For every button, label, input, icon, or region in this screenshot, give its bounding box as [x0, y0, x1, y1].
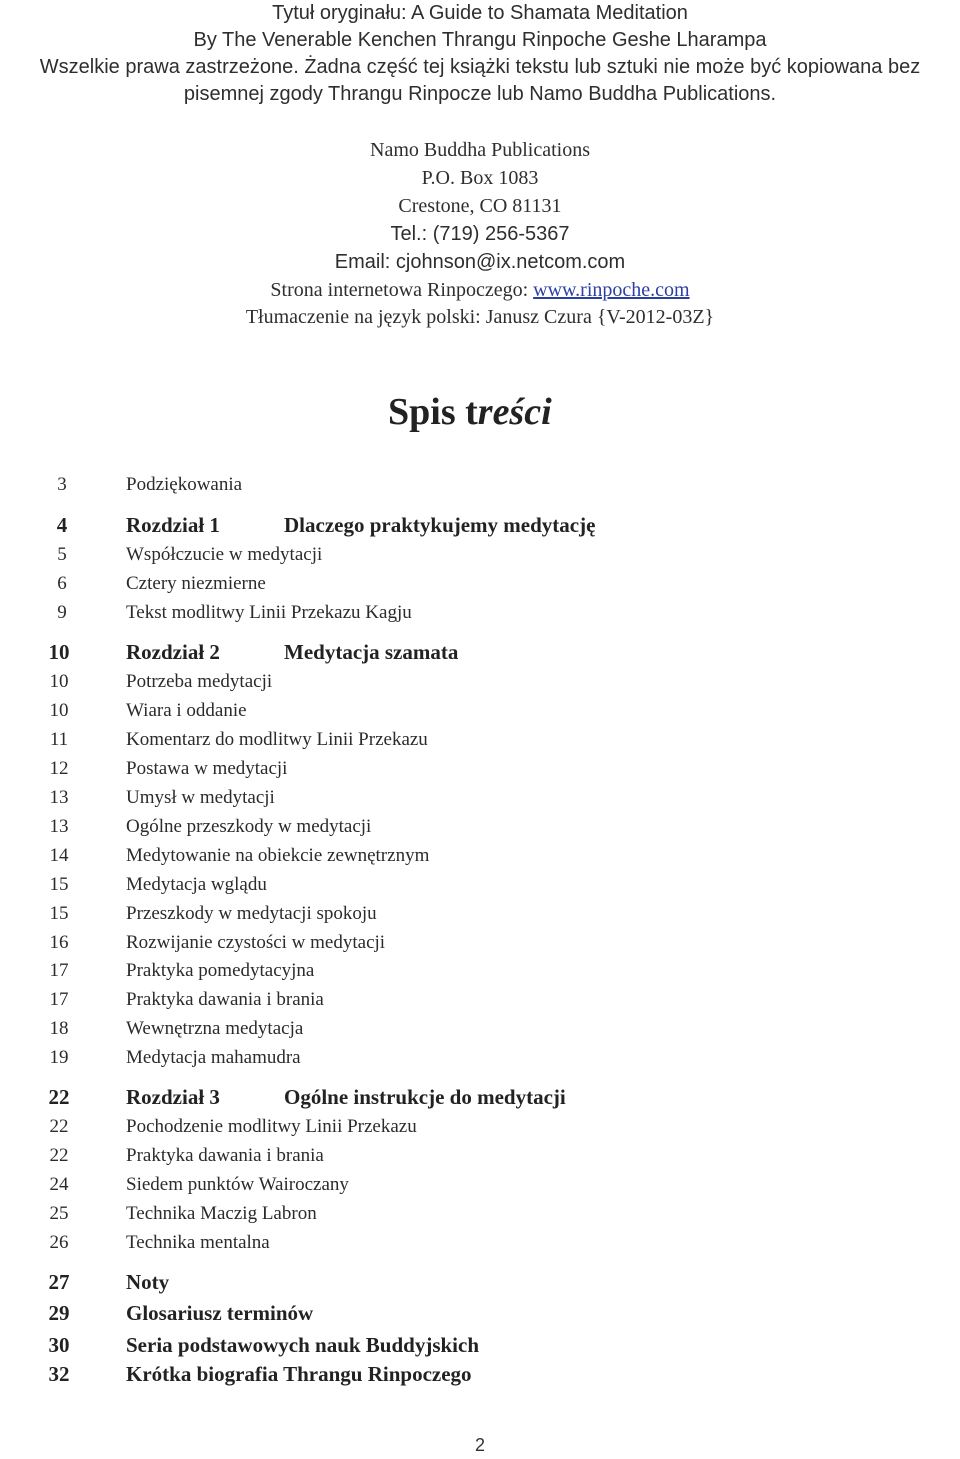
toc-entry-title: Wiara i oddanie [126, 700, 247, 721]
publisher-city: Crestone, CO 81131 [398, 195, 562, 217]
toc-page-number: 5 [57, 544, 67, 565]
toc-page-number: 22 [49, 1116, 69, 1137]
toc-entry [0, 1360, 900, 1388]
toc-page-number: 22 [48, 1085, 70, 1109]
toc-page-number: 17 [49, 960, 69, 981]
toc-chapter-title: Ogólne instrukcje do medytacji [284, 1085, 566, 1109]
toc-entry-title: Tekst modlitwy Linii Przekazu Kagju [126, 602, 412, 623]
toc-page-number: 30 [48, 1333, 70, 1357]
toc-entry [0, 929, 900, 957]
toc-entry [0, 697, 900, 725]
toc-page-number: 13 [49, 787, 69, 808]
toc-entry [0, 1083, 900, 1111]
toc-entry-title: Ogólne przeszkody w medytacji [126, 816, 372, 837]
toc-page-number: 27 [48, 1270, 70, 1294]
original-title: Tytuł oryginału: A Guide to Shamata Meditation [272, 2, 688, 24]
toc-entry-title: Medytacja mahamudra [126, 1047, 301, 1068]
publisher-box: P.O. Box 1083 [421, 167, 539, 189]
toc-entry [0, 900, 900, 928]
toc-entry [0, 1331, 900, 1359]
toc-chapter-title: Medytacja szamata [284, 640, 459, 664]
toc-entry-title: Medytacja wglądu [126, 874, 267, 895]
toc-entry [0, 1142, 900, 1170]
translation-credit: Tłumaczenie na język polski: Janusz Czura {V-2012-03Z} [245, 306, 715, 328]
toc-entry-title: Umysł w medytacji [126, 787, 275, 808]
toc-entry [0, 1268, 900, 1296]
toc-page-number: 12 [49, 758, 69, 779]
toc-page-number: 29 [48, 1301, 70, 1325]
toc-page-number: 26 [49, 1232, 69, 1253]
toc-page-number: 19 [49, 1047, 69, 1068]
toc-title-italic: reści [477, 391, 552, 433]
toc-entry [0, 842, 900, 870]
toc-page-number: 25 [49, 1203, 69, 1224]
publisher-name: Namo Buddha Publications [370, 139, 590, 161]
copyright-line-2: pisemnej zgody Thrangu Rinpocze lub Namo Buddha Publications. [183, 83, 777, 105]
toc-entry-title: Seria podstawowych nauk Buddyjskich [126, 1333, 480, 1357]
toc-entry [0, 1171, 900, 1199]
toc-entry [0, 986, 900, 1014]
toc-entry-title: Krótka biografia Thrangu Rinpoczego [126, 1362, 472, 1386]
toc-page-number: 10 [49, 700, 69, 721]
page-number: 2 [474, 1435, 485, 1455]
toc-entry-title: Glosariusz terminów [126, 1301, 314, 1325]
toc-page-number: 11 [49, 729, 69, 750]
toc-entry [0, 957, 900, 985]
toc-entry [0, 570, 900, 598]
toc-entry-title: Przeszkody w medytacji spokoju [126, 903, 377, 924]
toc-entry-title: Noty [126, 1270, 170, 1294]
toc-entry [0, 871, 900, 899]
toc-chapter-title: Dlaczego praktykujemy medytację [284, 513, 596, 537]
toc-entry [0, 599, 900, 627]
toc-entry-title: Współczucie w medytacji [126, 544, 323, 565]
toc-entry [0, 1113, 900, 1141]
toc-page-number: 24 [49, 1174, 69, 1195]
toc-entry-title: Podziękowania [126, 474, 243, 495]
toc-entry-title: Siedem punktów Wairoczany [126, 1174, 349, 1195]
toc-entry [0, 813, 900, 841]
toc-entry [0, 1299, 900, 1327]
website-line [0, 277, 960, 304]
toc-page-number: 18 [49, 1018, 69, 1039]
toc-entry-title: Potrzeba medytacji [126, 671, 273, 692]
author-line: By The Venerable Kenchen Thrangu Rinpoche Geshe Lharampa [193, 29, 767, 51]
toc-entry-title: Praktyka dawania i brania [126, 1145, 324, 1166]
toc-entry [0, 1015, 900, 1043]
toc-page-number: 14 [49, 845, 69, 866]
toc-entry-title: Komentarz do modlitwy Linii Przekazu [126, 729, 428, 750]
toc-page-number: 10 [48, 640, 70, 664]
toc-entry [0, 668, 900, 696]
toc-entry [0, 541, 900, 569]
toc-entry-title: Postawa w medytacji [126, 758, 288, 779]
toc-entry-title: Praktyka dawania i brania [126, 989, 324, 1010]
publisher-email: Email: cjohnson@ix.netcom.com [334, 251, 626, 273]
toc-page-number: 6 [57, 573, 67, 594]
toc-page-number: 13 [49, 816, 69, 837]
toc-entry-title: Technika mentalna [126, 1232, 270, 1253]
toc-entry [0, 726, 900, 754]
toc-page-number: 15 [49, 903, 69, 924]
toc-page-number: 9 [57, 602, 67, 623]
toc-entry [0, 784, 900, 812]
toc-entry [0, 471, 900, 499]
toc-entry-title: Wewnętrzna medytacja [126, 1018, 304, 1039]
toc-entry [0, 755, 900, 783]
toc-entry [0, 1044, 900, 1072]
toc-entry-title: Cztery niezmierne [126, 573, 266, 594]
toc-entry [0, 511, 900, 539]
toc-page-number: 3 [57, 474, 67, 495]
toc-title [388, 390, 552, 434]
toc-entry [0, 1200, 900, 1228]
toc-entry-title: Rozdział 3 [126, 1085, 220, 1109]
toc-page-number: 4 [56, 513, 68, 537]
toc-entry-title: Rozwijanie czystości w medytacji [126, 932, 386, 953]
toc-entry-title: Medytowanie na obiekcie zewnętrznym [126, 845, 430, 866]
toc-title-plain: Spis t [388, 391, 478, 433]
toc-entry-title: Praktyka pomedytacyjna [126, 960, 315, 981]
copyright-line-1: Wszelkie prawa zastrzeżone. Żadna część tej książki tekstu lub sztuki nie może być kopiowana bez [39, 56, 921, 78]
toc-page-number: 16 [49, 932, 69, 953]
toc-page-number: 10 [49, 671, 69, 692]
toc-page-number: 17 [49, 989, 69, 1010]
toc-entry [0, 638, 900, 666]
toc-page-number: 32 [48, 1362, 70, 1386]
toc-entry-title: Rozdział 1 [126, 513, 220, 537]
toc-page-number: 22 [49, 1145, 69, 1166]
publisher-tel: Tel.: (719) 256-5367 [390, 223, 570, 245]
toc-entry [0, 1229, 900, 1257]
toc-entry-title: Rozdział 2 [126, 640, 220, 664]
website-link[interactable]: www.rinpoche.com [533, 279, 690, 301]
toc-page-number: 15 [49, 874, 69, 895]
toc-entry-title: Technika Maczig Labron [126, 1203, 317, 1224]
toc-entry-title: Pochodzenie modlitwy Linii Przekazu [126, 1116, 417, 1137]
website-label: Strona internetowa Rinpoczego: [270, 279, 534, 301]
